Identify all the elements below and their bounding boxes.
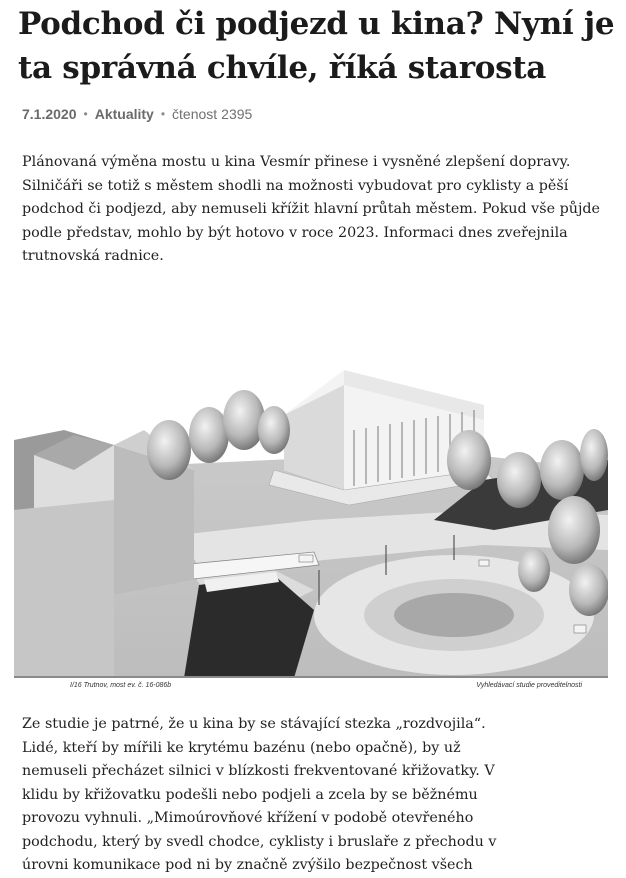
- article-image: [14, 360, 608, 690]
- article-body-paragraph: Ze studie je patrné, že u kina by se stávající stezka „rozdvojila“. Lidé, kteří by mířili ke krytému bazénu (nebo opačně), by už nemuseli přecházet silnici v blízkosti frekventované křižovatky. V klidu by křižovatku podešli nebo podjeli a zcela by se běžnému provozu vyhnuli. „Mimoúrovňové křížení v podobě otevřeného podchodu, který by svedl chodce, cyklisty i bruslaře z přechodu v úrovni komunikace pod ni by značně zvýšilo bezpečnost všech: [22, 716, 497, 873]
- category-link[interactable]: Aktuality: [94, 106, 154, 122]
- architectural-model-photo: [14, 360, 608, 690]
- image-caption-right: Vyhledávací studie proveditelnosti: [476, 682, 582, 689]
- meta-separator: •: [160, 107, 166, 121]
- article-perex: Plánovaná výměna mostu u kina Vesmír přinese i vysněné zlepšení dopravy. Silničáři se totiž s městem shodli na možnosti vybudovat pro cyklisty a pěší podchod či podjezd, aby nemuseli křížit hlavní průtah městem. Pokud vše půjde podle představ, mohlo by být hotovo v roce 2023. Informaci dnes zveřejnila trutnovská radnice.: [22, 154, 600, 264]
- read-count: 2395: [221, 106, 253, 122]
- article-title: Podchod či podjezd u kina? Nyní je ta správná chvíle, říká starosta: [18, 6, 615, 86]
- publish-date: 7.1.2020: [22, 106, 77, 122]
- read-count-label: čtenost: [172, 106, 218, 122]
- article-meta: [22, 106, 252, 122]
- image-caption-left: I/16 Trutnov, most ev. č. 16-086b: [70, 682, 172, 689]
- meta-separator: •: [83, 107, 88, 121]
